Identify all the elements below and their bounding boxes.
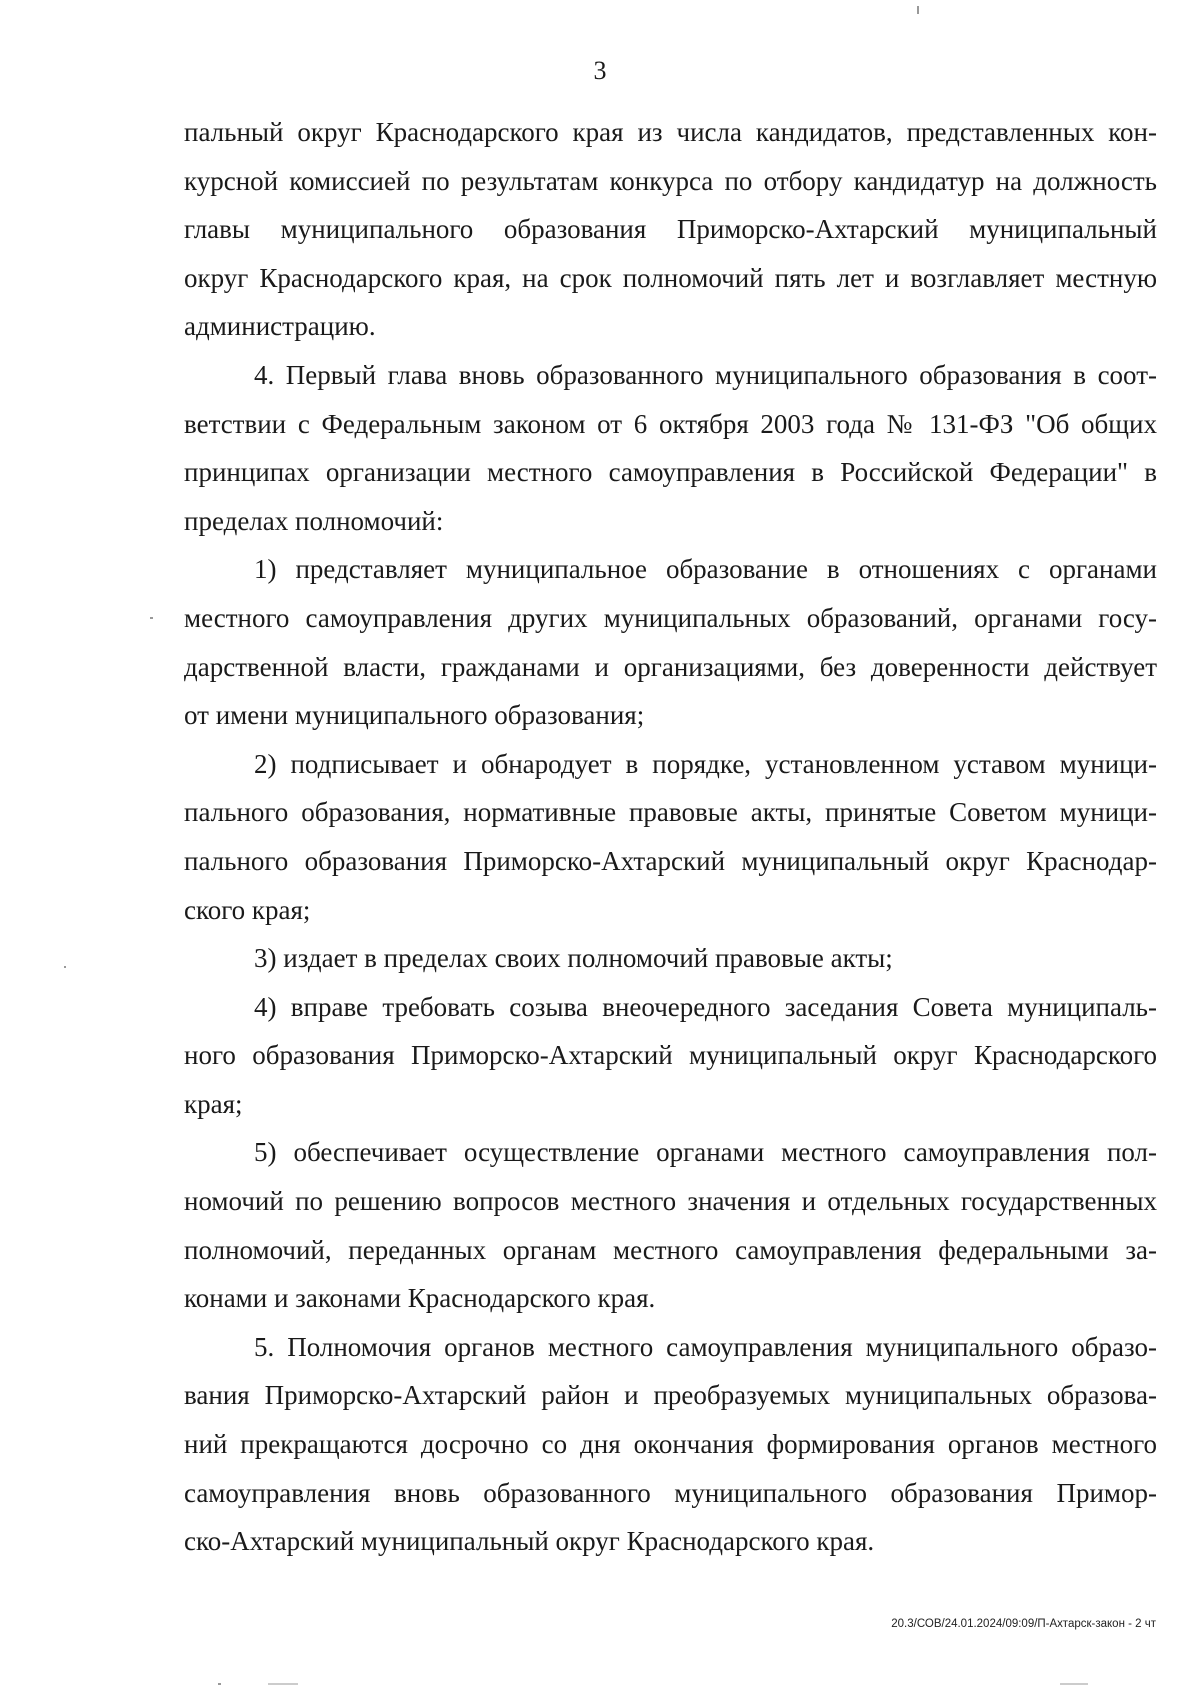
text-line: местного самоуправления других муниципальных образований, органами госу- [184,602,1157,633]
text-line: 4. Первый глава вновь образованного муниципального образования в соот- [254,359,1157,390]
paragraph [184,1323,1157,1566]
text-line: ного образования Приморско-Ахтарский муниципальный округ Краснодарского [184,1040,1157,1071]
text-line: пальный округ Краснодарского края из числа кандидатов, представленных кон- [184,117,1157,147]
text-line: 5) обеспечивает осуществление органами местного самоуправления пол- [254,1137,1157,1168]
paragraph [184,983,1157,1129]
text-line: главы муниципального образования Приморско-Ахтарский муниципальный [184,214,1157,245]
text-line: пределах полномочий: [184,505,444,536]
text-line: ского края; [184,894,311,925]
text-line: округ Краснодарского края, на срок полномочий пять лет и возглавляет местную [184,262,1157,293]
scan-speck [917,6,919,14]
text-line: края; [184,1088,243,1119]
paragraph [184,351,1157,545]
paragraph [184,108,1157,351]
text-line: номочий по решению вопросов местного значения и отдельных государственных [184,1186,1157,1217]
text-line: вания Приморско-Ахтарский район и преобразуемых муниципальных образова- [184,1380,1157,1411]
text-line: ско-Ахтарский муниципальный округ Краснодарского края. [184,1526,875,1557]
text-line: принципах организации местного самоуправления в Российской Федерации" в [184,457,1157,488]
page-number: 3 [593,56,607,85]
text-line: 2) подписывает и обнародует в порядке, установленном уставом муници- [254,748,1157,779]
paragraph [184,545,1157,739]
text-line: 4) вправе требовать созыва внеочередного заседания Совета муниципаль- [254,991,1157,1022]
scan-speck [1060,1683,1088,1685]
paragraph [184,740,1157,934]
text-line: 5. Полномочия органов местного самоуправления муниципального образо- [254,1331,1157,1362]
text-line: конами и законами Краснодарского края. [184,1283,656,1314]
text-line: 3) издает в пределах своих полномочий правовые акты; [254,943,893,974]
scan-speck [150,617,153,619]
scan-speck [64,966,66,968]
text-line: полномочий, переданных органам местного самоуправления федеральными за- [184,1234,1157,1265]
text-line: пального образования, нормативные правовые акты, принятые Советом муници- [184,797,1157,828]
text-line: курсной комиссией по результатам конкурса по отбору кандидатур на должность [184,165,1157,196]
document-body [184,108,1157,1566]
document-footer-code: 20.3/СОВ/24.01.2024/09:09/П-Ахтарск-закон - 2 чт [891,1618,1156,1630]
text-line: ний прекращаются досрочно со дня окончания формирования органов местного [184,1429,1157,1460]
text-line: пального образования Приморско-Ахтарский муниципальный округ Краснодар- [184,845,1157,876]
text-line: ветствии с Федеральным законом от 6 октября 2003 года № 131-ФЗ "Об общих [184,408,1157,439]
paragraph [184,934,1157,983]
paragraph [184,1128,1157,1322]
text-line: дарственной власти, гражданами и организациями, без доверенности действует [184,651,1157,682]
text-line: от имени муниципального образования; [184,700,645,731]
text-line: администрацию. [184,311,376,342]
scan-speck [218,1683,221,1685]
text-line: 1) представляет муниципальное образование в отношениях с органами [254,554,1157,585]
text-line: самоуправления вновь образованного муниципального образования Примор- [184,1477,1157,1508]
scan-speck [268,1683,298,1685]
